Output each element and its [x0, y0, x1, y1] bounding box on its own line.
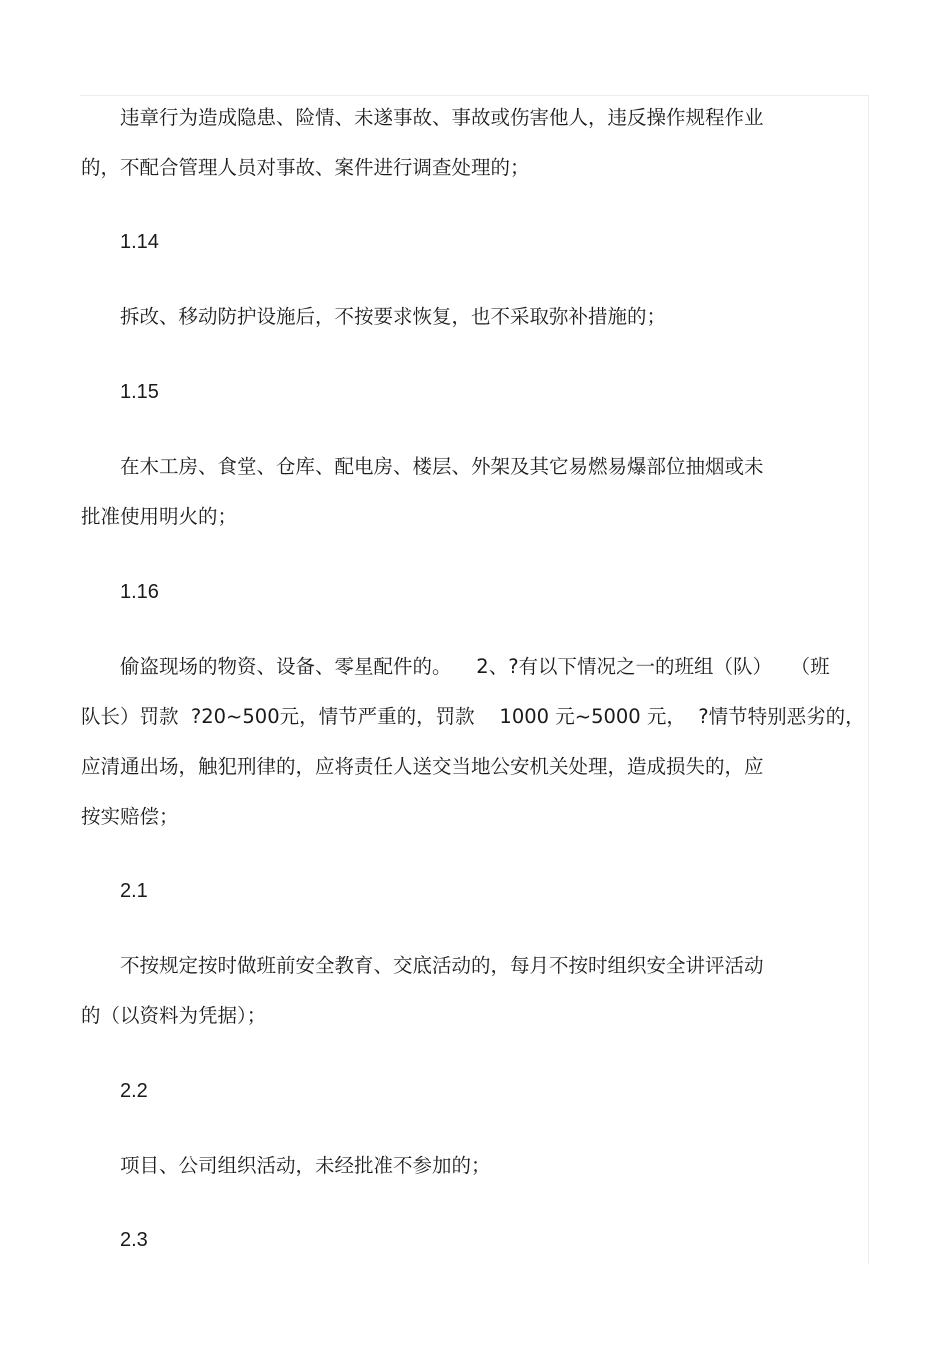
section-number: 2.1 [120, 880, 148, 902]
text-line: 按实赔偿； [81, 805, 179, 828]
text-line: 不按规定按时做班前安全教育、交底活动的，每月不按时组织安全讲评活动 [120, 954, 764, 977]
section-number: 2.3 [120, 1229, 148, 1251]
text-line: 的，不配合管理人员对事故、案件进行调查处理的； [81, 156, 530, 179]
text-line: 的（以资料为凭据）； [81, 1004, 267, 1027]
text-line: 违章行为造成隐患、险情、未遂事故、事故或伤害他人，违反操作规程作业 [120, 106, 764, 129]
section-number: 1.15 [120, 381, 159, 403]
section-number: 1.14 [120, 231, 159, 253]
text-line: 拆改、移动防护设施后，不按要求恢复，也不采取弥补措施的； [120, 305, 667, 328]
section-number: 1.16 [120, 581, 159, 603]
text-line: 偷盗现场的物资、设备、零星配件的。 2、?有以下情况之一的班组（队） （班 [120, 655, 830, 678]
section-number: 2.2 [120, 1080, 148, 1102]
text-line: 应清通出场，触犯刑律的，应将责任人送交当地公安机关处理，造成损失的，应 [81, 755, 764, 778]
text-line: 项目、公司组织活动，未经批准不参加的； [120, 1154, 491, 1177]
text-line: 队长）罚款 ?20~500元，情节严重的，罚款 1000 元~5000 元， ?情节特别恶劣的， [81, 705, 865, 728]
text-line: 批准使用明火的； [81, 505, 238, 528]
text-line: 在木工房、食堂、仓库、配电房、楼层、外架及其它易燃易爆部位抽烟或未 [120, 455, 764, 478]
